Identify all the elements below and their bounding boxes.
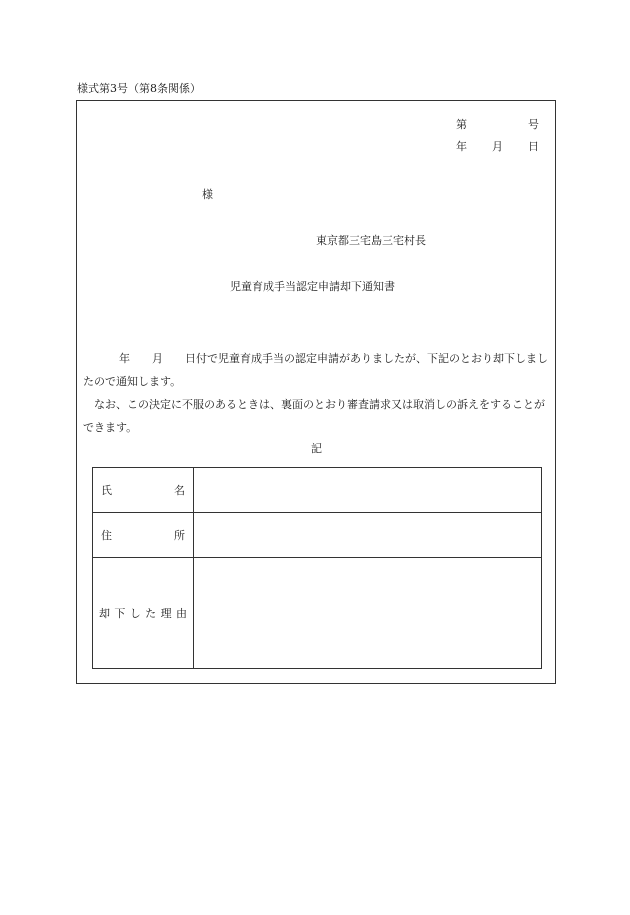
notice-body xyxy=(83,347,551,439)
detail-table xyxy=(92,467,542,669)
form-number: 様式第3号（第8条関係） xyxy=(77,82,201,95)
address-label-cell xyxy=(93,513,194,558)
label-char: 下 xyxy=(114,607,126,620)
label-char: 由 xyxy=(175,607,187,620)
date-day: 日 xyxy=(528,140,539,153)
label-char: 所 xyxy=(174,529,185,542)
label-char: 名 xyxy=(174,484,185,497)
date-year: 年 xyxy=(456,140,467,153)
table-row xyxy=(93,513,542,558)
label-char: 住 xyxy=(101,529,112,542)
number-prefix: 第 xyxy=(456,118,467,131)
notice-paragraph-2: なお、この決定に不服のあるときは、裏面のとおり審査請求又は取消しの訴えをすることができます。 xyxy=(83,398,545,434)
label-char: 理 xyxy=(160,607,172,620)
addressee-suffix: 様 xyxy=(202,188,213,201)
number-suffix: 号 xyxy=(528,118,539,131)
document-number-line xyxy=(456,118,539,132)
label-char: し xyxy=(129,607,141,620)
name-value-cell xyxy=(194,468,542,513)
date-month: 月 xyxy=(492,140,503,153)
notice-paragraph-1: 年 月 日付で児童育成手当の認定申請がありましたが、下記のとおり却下しましたので通知します。 xyxy=(83,352,548,388)
table-row xyxy=(93,558,542,669)
document-title: 児童育成手当認定申請却下通知書 xyxy=(230,280,395,293)
issuer-name: 東京都三宅島三宅村長 xyxy=(316,234,426,247)
name-label-cell xyxy=(93,468,194,513)
label-char: た xyxy=(145,607,157,620)
ki-heading: 記 xyxy=(311,442,322,455)
address-value-cell xyxy=(194,513,542,558)
label-char: 氏 xyxy=(101,484,112,497)
issue-date-line xyxy=(456,140,539,154)
label-char: 却 xyxy=(99,607,110,620)
table-row xyxy=(93,468,542,513)
reason-label-cell xyxy=(93,558,194,669)
reason-value-cell xyxy=(194,558,542,669)
